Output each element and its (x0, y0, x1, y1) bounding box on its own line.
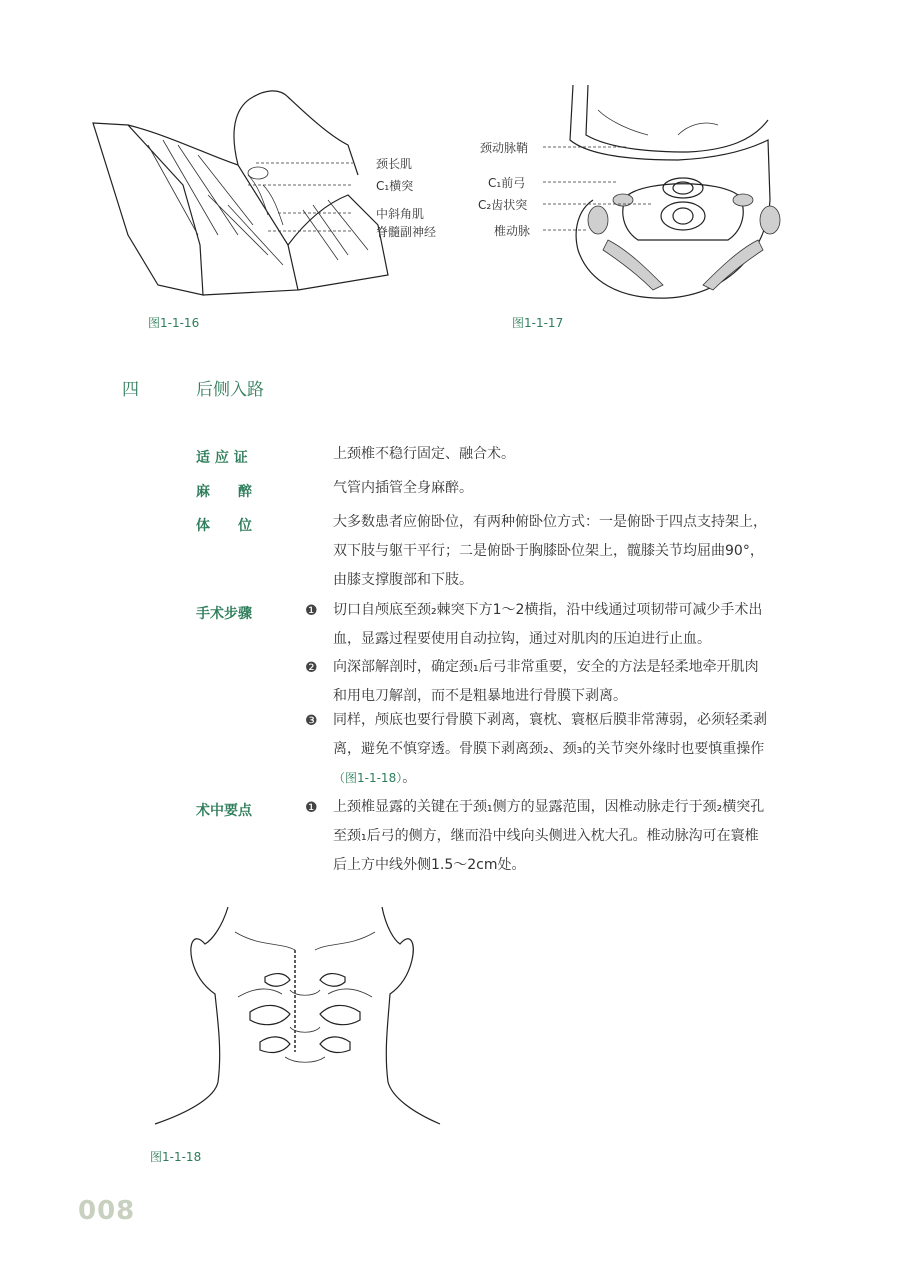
label-longus-colli: 颈长肌 (376, 157, 413, 171)
figure-1-1-17-illustration (478, 80, 793, 305)
term-surgical-steps: 手术步骤 (196, 606, 252, 622)
label-carotid-sheath: 颈动脉鞘 (480, 141, 529, 155)
figure-1-1-17-caption: 图1-1-17 (512, 316, 564, 330)
term-anesthesia: 麻 醉 (196, 484, 252, 500)
figure-1-1-18-caption: 图1-1-18 (150, 1150, 202, 1164)
page-number: 008 (78, 1196, 136, 1226)
figure-1-1-18-illustration (150, 902, 450, 1127)
step-1-line: 血，显露过程要使用自动拉钩，通过对肌肉的压迫进行止血。 (333, 631, 711, 647)
step-3-marker: ❸ (305, 713, 318, 729)
anesthesia-text (333, 474, 805, 503)
keypoint-1-text (333, 793, 805, 880)
keypoint-1-line: 至颈₁后弓的侧方，继而沿中线向头侧进入枕大孔。椎动脉沟可在寰椎 (333, 828, 759, 844)
step-3-line-3 (333, 764, 805, 793)
step-2-marker: ❷ (305, 660, 318, 676)
step-1-line: 切口自颅底至颈₂棘突下方1～2横指，沿中线通过项韧带可减少手术出 (333, 602, 763, 618)
keypoint-1-marker: ❶ (305, 800, 318, 816)
label-c1-transverse-process: C₁横突 (376, 179, 414, 193)
step-1-marker: ❶ (305, 603, 318, 619)
keypoint-1-line: 后上方中线外侧1.5～2cm处。 (333, 857, 526, 873)
figure-1-1-16-illustration (88, 85, 448, 305)
figure-reference: （图1-1-18） (333, 771, 403, 785)
label-c2-dens: C₂齿状突 (478, 198, 528, 212)
figure-1-1-16-caption: 图1-1-16 (148, 316, 200, 330)
step-3-line: 离，避免不慎穿透。骨膜下剥离颈₂、颈₃的关节突外缘时也要慎重操作 (333, 741, 765, 757)
section-number: 四 (122, 380, 139, 400)
section-title: 后侧入路 (196, 380, 264, 400)
term-position: 体 位 (196, 518, 252, 534)
label-c1-anterior-arch: C₁前弓 (488, 176, 526, 190)
position-line: 双下肢与躯干平行；二是俯卧于胸膝卧位架上，髋膝关节均屈曲90°， (333, 543, 764, 559)
figure-1-1-17 (478, 80, 793, 305)
position-text (333, 508, 805, 595)
label-middle-scalene: 中斜角肌 (376, 207, 425, 221)
label-vertebral-artery: 椎动脉 (494, 224, 531, 238)
indication-text (333, 440, 805, 469)
step-2-line: 和用电刀解剖，而不是粗暴地进行骨膜下剥离。 (333, 688, 627, 704)
indication-line: 上颈椎不稳行固定、融合术。 (333, 446, 515, 462)
figure-1-1-16 (88, 85, 448, 305)
step-3-line: 同样，颅底也要行骨膜下剥离，寰枕、寰枢后膜非常薄弱，必须轻柔剥 (333, 712, 767, 728)
step-2-text (333, 653, 805, 711)
term-key-points: 术中要点 (196, 803, 252, 819)
step-3-tail: 。 (402, 770, 417, 786)
step-3-text (333, 706, 805, 793)
figure-1-1-18 (150, 902, 450, 1127)
step-1-text (333, 596, 805, 654)
keypoint-1-line: 上颈椎显露的关键在于颈₁侧方的显露范围，因椎动脉走行于颈₂横突孔 (333, 799, 765, 815)
term-indication: 适 应 证 (196, 450, 248, 466)
step-2-line: 向深部解剖时，确定颈₁后弓非常重要，安全的方法是轻柔地牵开肌肉 (333, 659, 759, 675)
anesthesia-line: 气管内插管全身麻醉。 (333, 480, 473, 496)
position-line: 大多数患者应俯卧位，有两种俯卧位方式：一是俯卧于四点支持架上， (333, 514, 767, 530)
position-line: 由膝支撑腹部和下肢。 (333, 572, 473, 588)
label-spinal-accessory-nerve: 脊髓副神经 (376, 225, 437, 239)
